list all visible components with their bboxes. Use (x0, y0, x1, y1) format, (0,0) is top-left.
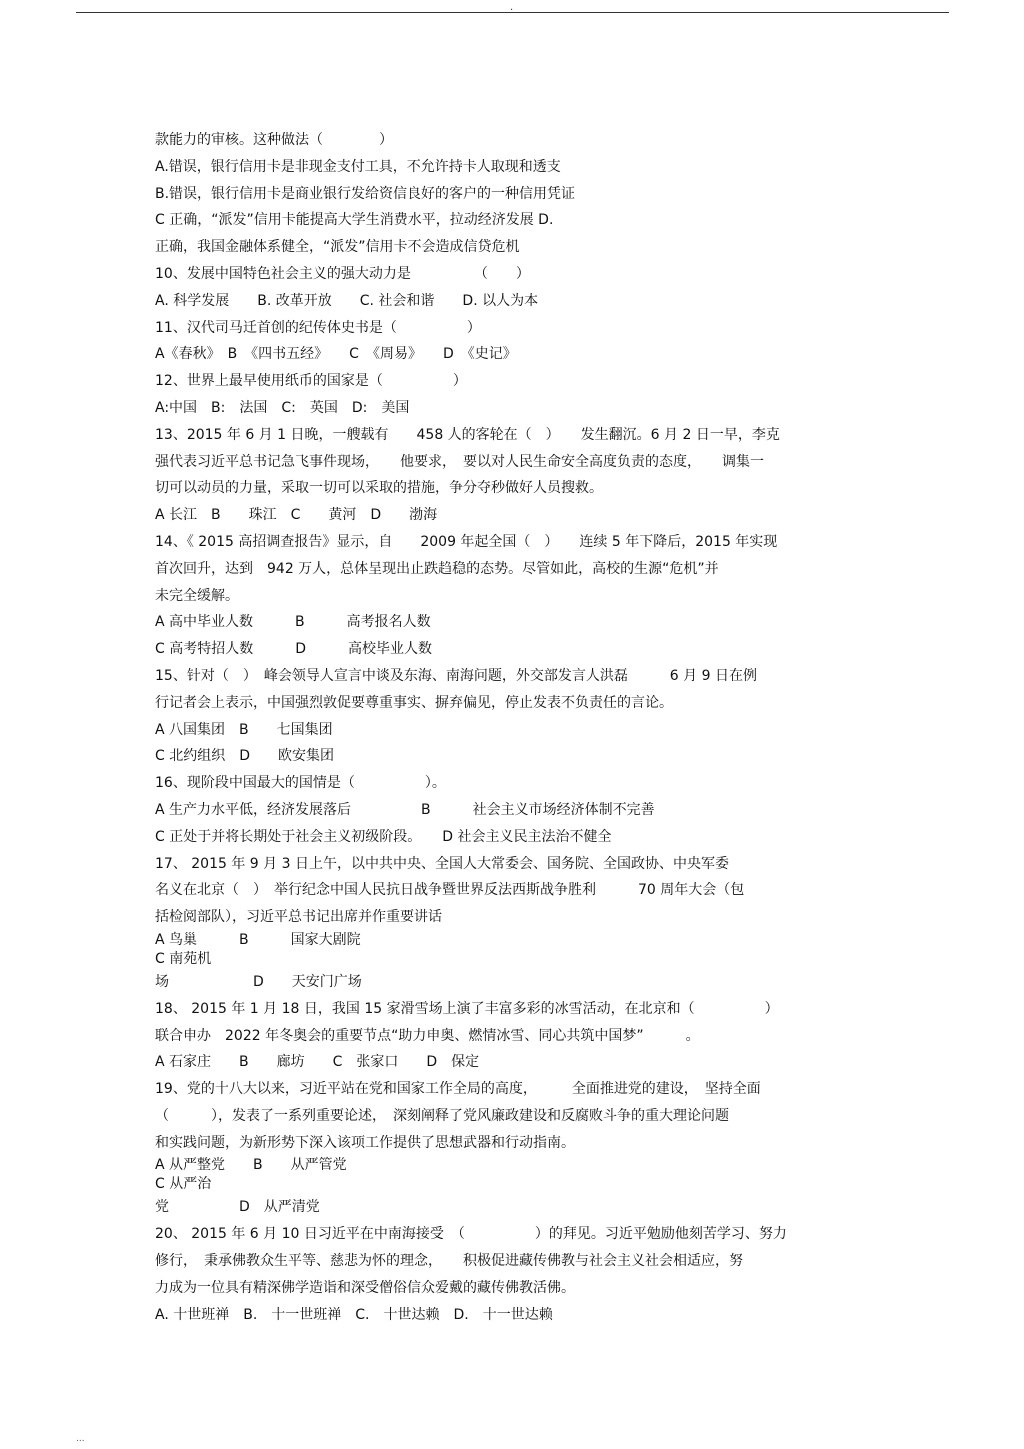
text-line: A:中国 B: 法国 C: 英国 D: 美国 (155, 399, 410, 416)
text-line: 12、世界上最早使用纸币的国家是（ ） (155, 373, 467, 390)
text-line: 10、发展中国特色社会主义的强大动力是 （ ） (155, 265, 530, 282)
text-line: B.错误，银行信用卡是商业银行发给资信良好的客户的一种信用凭证 (155, 185, 576, 202)
text-line: A 石家庄 B 廊坊 C 张家口 D 保定 (155, 1054, 480, 1071)
text-line: A. 十世班禅 B. 十一世班禅 C. 十世达赖 D. 十一世达赖 (155, 1306, 553, 1323)
text-line: 款能力的审核。这种做法（ ） (155, 132, 393, 148)
text-line: A 生产力水平低，经济发展落后 B 社会主义市场经济体制不完善 (155, 801, 655, 818)
text-line: 20、 2015 年 6 月 10 日习近平在中南海接受 （ ）的拜见。习近平勉励他刻苦学习、努力 (155, 1226, 787, 1243)
text-line: 行记者会上表示，中国强烈敦促要尊重事实、摒弃偏见，停止发表不负责任的言论。 (155, 694, 673, 711)
text-line: 联合申办 2022 年冬奥会的重要节点“助力申奥、燃情冰雪、同心共筑中国梦” 。 (155, 1027, 700, 1044)
text-line: 13、2015 年 6 月 1 日晚，一艘载有 458 人的客轮在（ ） 发生翻沉。6 月 2 日一早，李克 (155, 426, 780, 443)
text-line: 17、 2015 年 9 月 3 日上午，以中共中央、全国人大常委会、国务院、全国政协、中央军委 (155, 855, 729, 872)
text-line: 15、针对（ ） 峰会领导人宣言中谈及东海、南海问题，外交部发言人洪磊 6 月 9 日在例 (155, 667, 757, 684)
header-rule (76, 12, 949, 13)
text-line: 未完全缓解。 (155, 587, 239, 604)
text-line: 和实践问题，为新形势下深入该项工作提供了思想武器和行动指南。 (155, 1134, 575, 1151)
text-line: C 从严治 (155, 1176, 212, 1193)
text-line: A. 科学发展 B. 改革开放 C. 社会和谐 D. 以人为本 (155, 292, 539, 309)
text-line: 切可以动员的力量，采取一切可以采取的措施，争分夺秒做好人员搜救。 (155, 480, 603, 497)
text-line: 党 D 从严清党 (155, 1199, 320, 1216)
text-line: A 长江 B 珠江 C 黄河 D 渤海 (155, 507, 438, 524)
text-line: C 南苑机 (155, 950, 212, 967)
text-line: 名义在北京（ ） 举行纪念中国人民抗日战争暨世界反法西斯战争胜利 70 周年大会（包 (155, 882, 745, 899)
document-body (155, 127, 875, 1328)
text-line: 14、《 2015 高招调查报告》显示，自 2009 年起全国（ ） 连续 5 年下降后，2015 年实现 (155, 533, 778, 550)
text-line: C 正处于并将长期处于社会主义初级阶段。 D 社会主义民主法治不健全 (155, 828, 612, 845)
text-line: A《春秋》 B 《四书五经》 C 《周易》 D 《史记》 (155, 346, 517, 363)
text-line: C 正确，“派发”信用卡能提高大学生消费水平，拉动经济发展 D. (155, 212, 554, 229)
text-line: 11、汉代司马迁首创的纪传体史书是（ ） (155, 319, 481, 336)
text-line: A 高中毕业人数 B 高考报名人数 (155, 614, 431, 631)
text-line: A 八国集团 B 七国集团 (155, 721, 333, 738)
text-line: C 高考特招人数 D 高校毕业人数 (155, 641, 433, 658)
text-line: 16、现阶段中国最大的国情是（ ）。 (155, 775, 446, 792)
text-line: A 从严整党 B 从严管党 (155, 1157, 347, 1174)
text-line: 场 D 天安门广场 (155, 973, 362, 990)
footer-mark: ... (76, 1434, 85, 1444)
text-line: 括检阅部队），习近平总书记出席并作重要讲话 (155, 909, 442, 926)
text-line: 19、党的十八大以来，习近平站在党和国家工作全局的高度， 全面推进党的建设， 坚持全面 (155, 1081, 761, 1098)
header-dot: . (510, 2, 514, 13)
text-line: 首次回升，达到 942 万人，总体呈现出止跌趋稳的态势。尽管如此，高校的生源“危机”并 (155, 560, 719, 577)
text-line: 正确，我国金融体系健全，“派发”信用卡不会造成信贷危机 (155, 239, 520, 256)
text-line: （ ），发表了一系列重要论述， 深刻阐释了党风廉政建设和反腐败斗争的重大理论问题 (155, 1107, 729, 1124)
text-line: 18、 2015 年 1 月 18 日，我国 15 家滑雪场上演了丰富多彩的冰雪活动，在北京和（ ） (155, 1000, 779, 1017)
text-line: 修行， 秉承佛教众生平等、慈悲为怀的理念， 积极促进藏传佛教与社会主义社会相适应，努 (155, 1253, 743, 1270)
text-line: A 鸟巢 B 国家大剧院 (155, 931, 361, 948)
text-line: 力成为一位具有精深佛学造诣和深受僧俗信众爱戴的藏传佛教活佛。 (155, 1279, 575, 1296)
text-line: 强代表习近平总书记急飞事件现场， 他要求， 要以对人民生命安全高度负责的态度， 调集一 (155, 453, 764, 470)
text-line: C 北约组织 D 欧安集团 (155, 748, 335, 765)
text-line: A.错误，银行信用卡是非现金支付工具，不允许持卡人取现和透支 (155, 158, 561, 175)
